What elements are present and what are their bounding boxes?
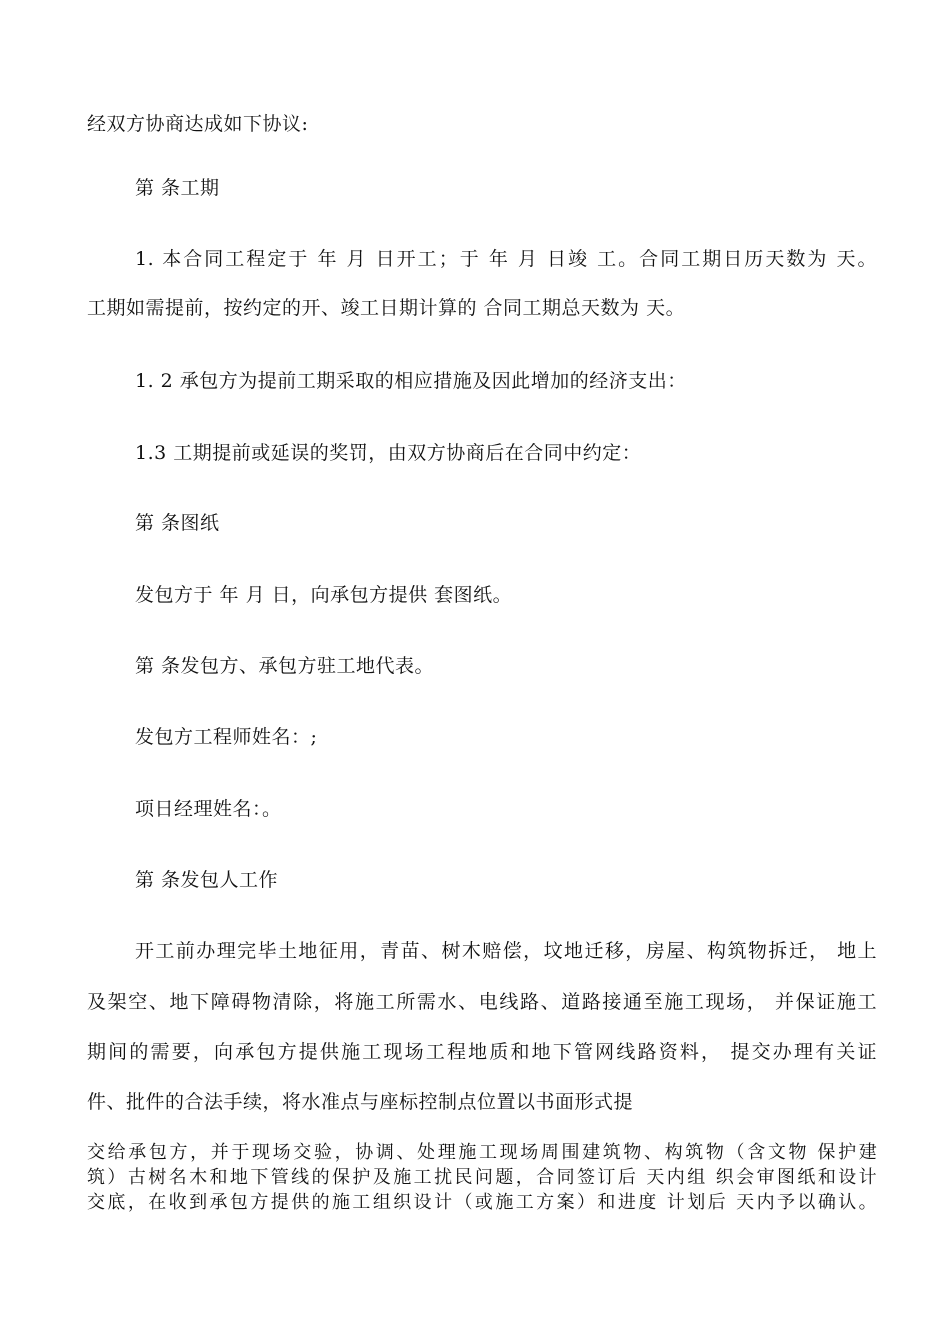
section-heading-employer-duties: 第 条发包人工作 — [135, 869, 279, 891]
duties-paragraph-line-1: 开工前办理完毕土地征用，青苗、树木赔偿，坟地迁移，房屋、构筑物拆迁， 地上 — [135, 940, 877, 962]
duties-paragraph-line-3: 期间的需要，向承包方提供施工现场工程地质和地下管网线路资料， 提交办理有关证 — [87, 1041, 877, 1063]
duties-continuation-line-3: 交底，在收到承包方提供的施工组织设计（或施工方案）和进度 计划后 天内予以确认。 — [87, 1192, 877, 1213]
section-heading-schedule: 第 条工期 — [135, 177, 220, 199]
project-manager-name-line: 项日经理姓名：。 — [135, 798, 282, 820]
intro-line: 经双方协商达成如下协议: — [87, 113, 309, 135]
duties-paragraph-line-4: 件、批件的合法手续，将水准点与座标控制点位置以书面形式提 — [87, 1091, 634, 1113]
engineer-name-line: 发包方工程师姓名：; — [135, 726, 318, 748]
section-heading-drawings: 第 条图纸 — [135, 512, 220, 534]
drawings-clause: 发包方于 年 月 日，向承包方提供 套图纸。 — [135, 584, 513, 606]
clause-1-1-line-2: 工期如需提前，按约定的开、竣工日期计算的 合同工期总天数为 天。 — [87, 297, 686, 319]
section-heading-representatives: 第 条发包方、承包方驻工地代表。 — [135, 655, 435, 677]
clause-1-3: 1.3 工期提前或延误的奖罚，由双方协商后在合同中约定： — [135, 442, 642, 464]
duties-continuation-line-2: 筑）古树名木和地下管线的保护及施工扰民问题，合同签订后 天内组 织会审图纸和设计 — [87, 1167, 877, 1188]
clause-1-2: 1. 2 承包方为提前工期采取的相应措施及因此增加的经济支出： — [135, 370, 687, 392]
duties-paragraph-line-2: 及架空、地下障碍物清除，将施工所需水、电线路、道路接通至施工现场， 并保证施工 — [87, 991, 877, 1013]
duties-continuation-line-1: 交给承包方，并于现场交验，协调、处理施工现场周围建筑物、构筑物（含文物 保护建 — [87, 1142, 877, 1163]
clause-1-1-line-1: 1. 本合同工程定于 年 月 日开工；于 年 月 日竣 工。合同工期日历天数为 天。 — [135, 248, 877, 270]
